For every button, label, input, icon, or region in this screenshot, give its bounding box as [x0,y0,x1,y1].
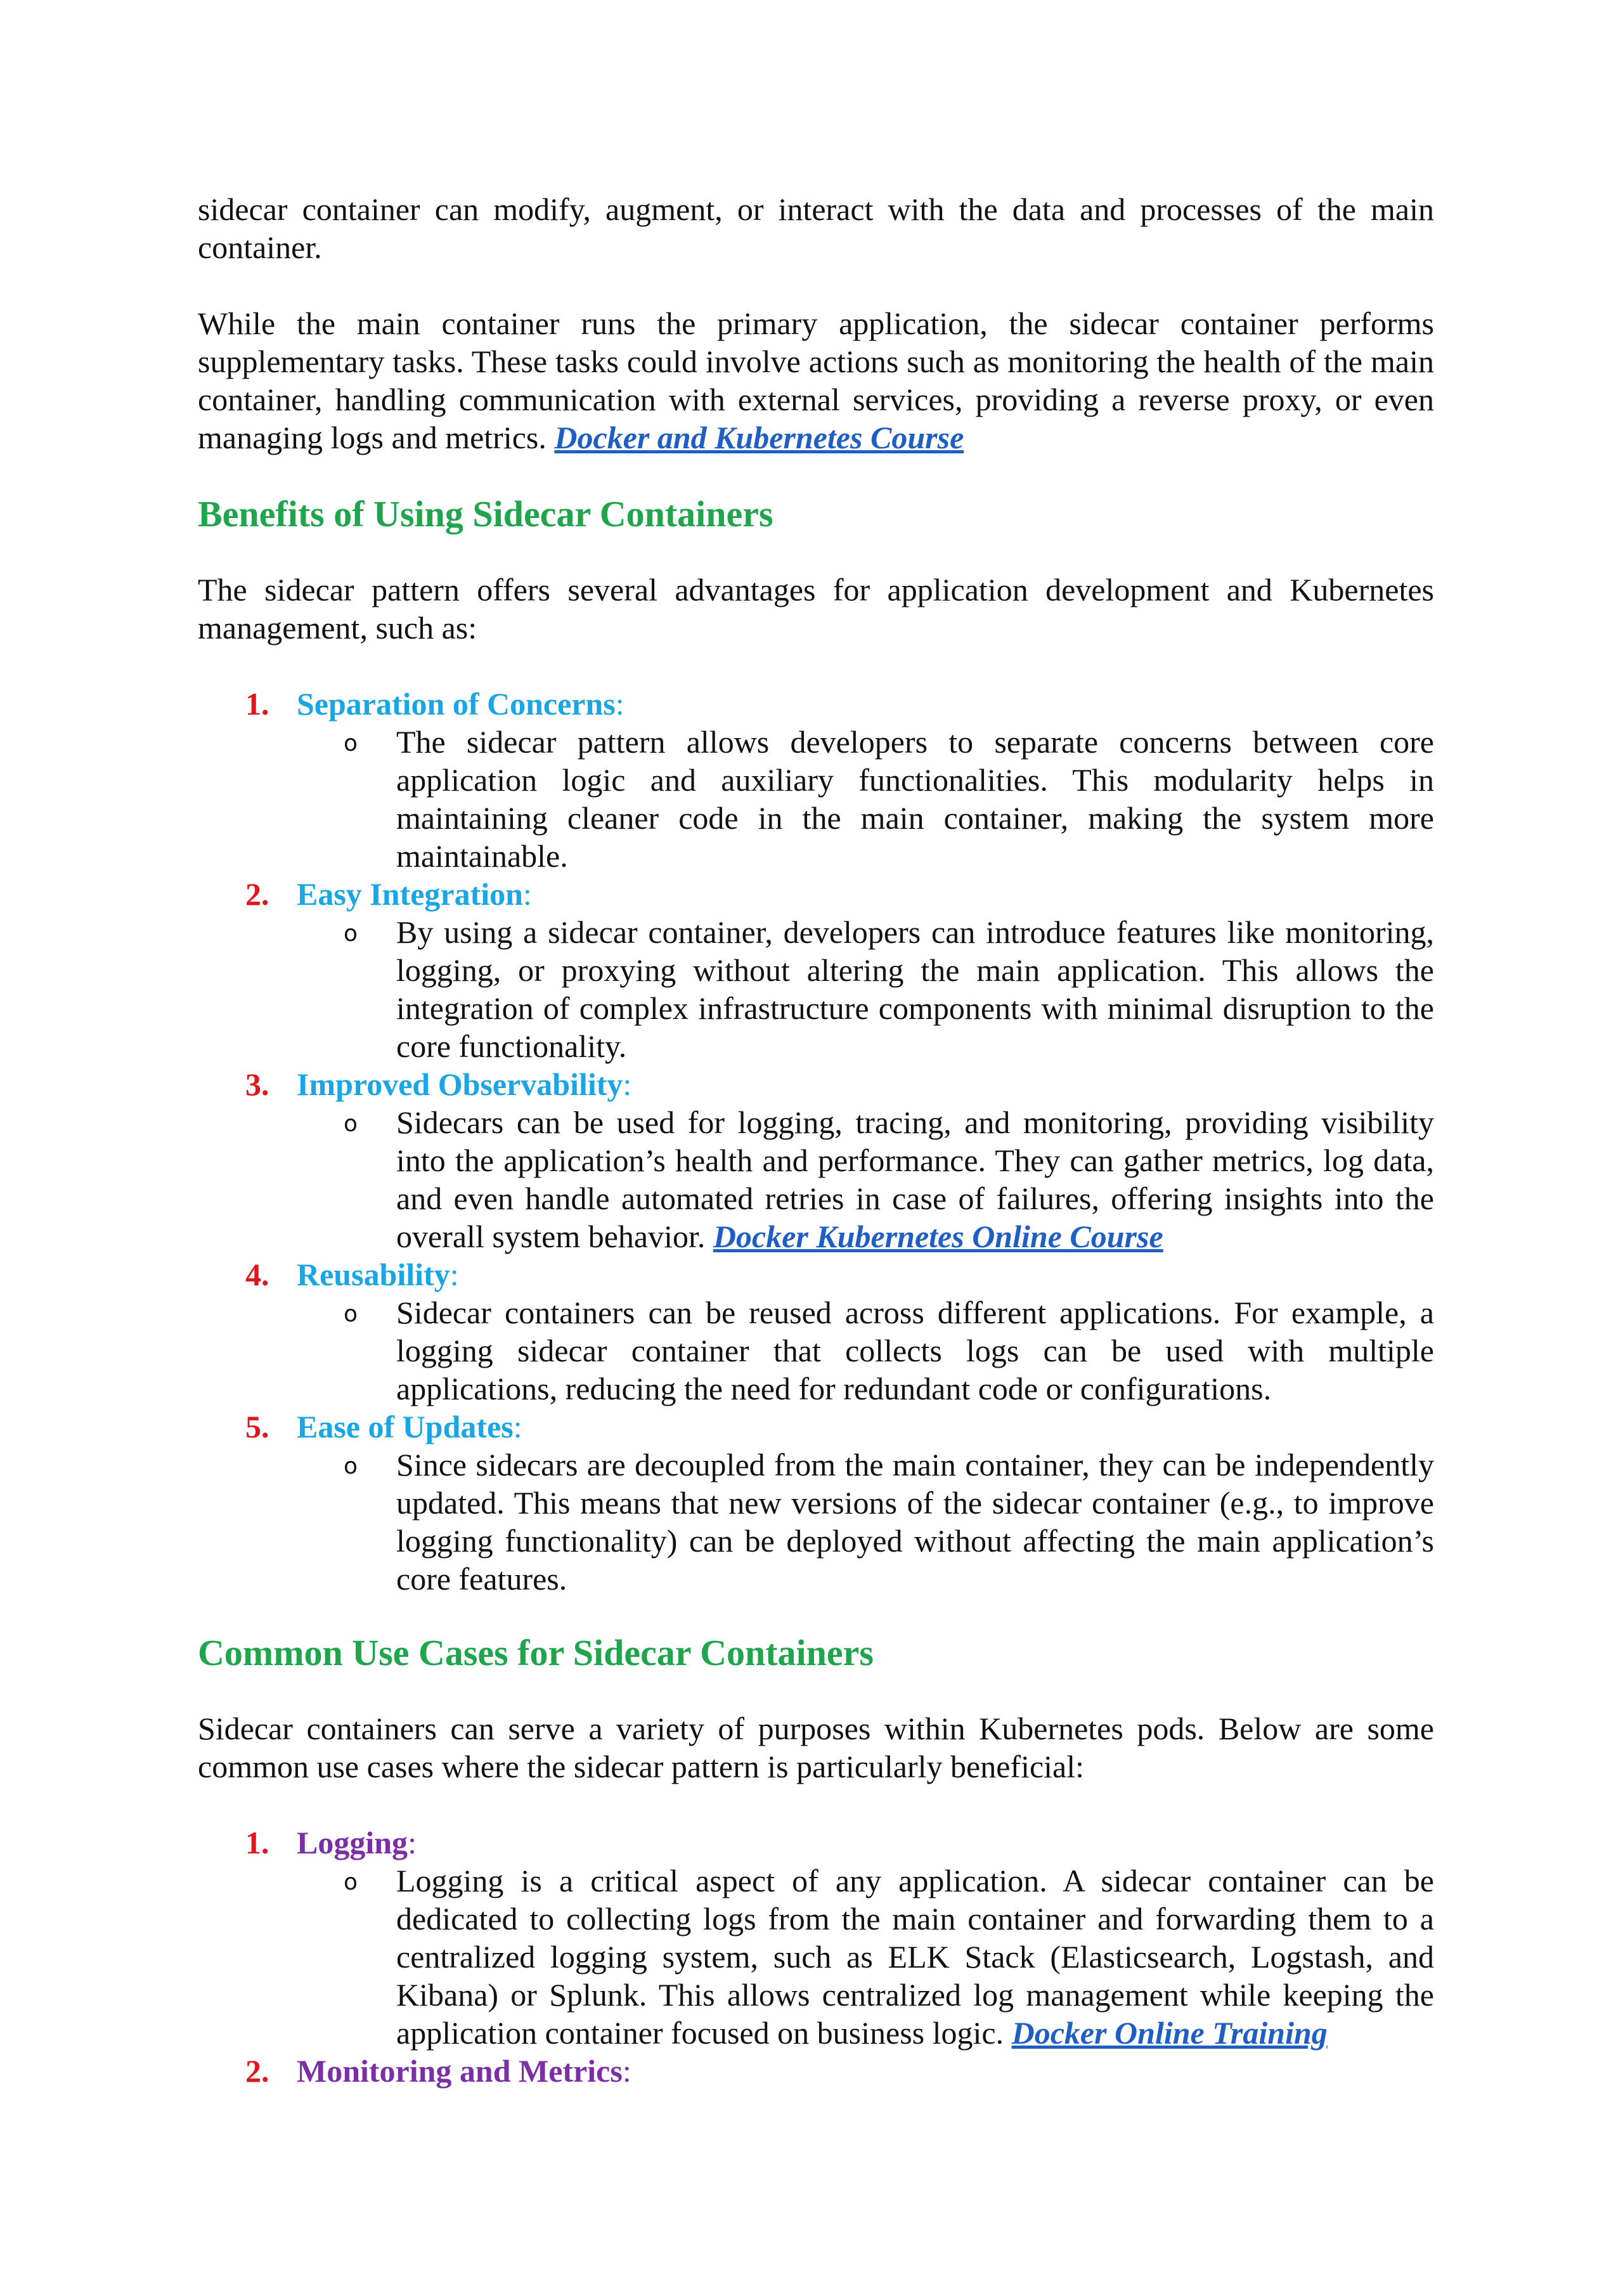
benefit-detail [297,723,1434,875]
hollow-bullet-icon: o [344,1111,358,1137]
list-number: 1. [245,1825,269,1860]
benefit-detail-text: By using a sidecar container, developers can introduce features like monitoring, logging, or proxying without altering the main application. This allows the integration of complex infrastructure components with minimal disruption to the core functionality. [396,914,1434,1064]
use-cases-list [198,1824,1434,2090]
benefit-title: Improved Observability [297,1067,623,1102]
benefits-heading: Benefits of Using Sidecar Containers [198,493,773,535]
list-number: 2. [245,876,269,912]
hollow-bullet-icon: o [344,1869,358,1895]
use-case-detail [297,1862,1434,2052]
benefit-detail [297,1103,1434,1255]
list-number: 4. [245,1257,269,1292]
title-colon: : [408,1825,417,1860]
benefit-title: Easy Integration [297,876,523,912]
use-case-title: Monitoring and Metrics [297,2053,623,2089]
hollow-bullet-icon: o [344,730,358,756]
docker-kubernetes-course-link[interactable]: Docker and Kubernetes Course [554,420,964,455]
use-case-item [198,1824,1434,2052]
benefit-detail [297,1446,1434,1598]
title-colon: : [615,686,624,722]
benefit-detail [297,913,1434,1065]
use-case-title: Logging [297,1825,408,1860]
benefit-item [198,685,1434,875]
list-number: 3. [245,1067,269,1102]
benefit-details [297,1103,1434,1255]
benefit-details [297,1294,1434,1408]
benefit-details [297,1446,1434,1598]
use-case-details [297,1862,1434,2052]
use-case-item [198,2052,1434,2090]
benefit-title: Reusability [297,1257,450,1292]
main-vs-sidecar-paragraph [198,304,1434,457]
title-colon: : [522,876,532,912]
benefit-item [198,875,1434,1065]
benefit-detail-text: The sidecar pattern allows developers to separate concerns between core application logic and auxiliary functionalities. This modularity helps in maintaining cleaner code in the main container, making the system more maintainable. [396,724,1434,874]
benefit-details [297,913,1434,1065]
title-colon: : [622,2053,631,2089]
benefits-intro: The sidecar pattern offers several advantages for application development and Kubernetes management, such as: [198,572,1434,645]
main-vs-sidecar-text: While the main container runs the primary application, the sidecar container performs supplementary tasks. These tasks could involve actions such as monitoring the health of the main container, handling communication with external services, providing a reverse proxy, or even managing logs and metrics. [198,306,1434,455]
use-cases-intro: Sidecar containers can serve a variety of purposes within Kubernetes pods. Below are some common use cases where the sidecar pattern is particularly beneficial: [198,1711,1434,1784]
list-number: 1. [245,686,269,722]
benefit-item [198,1255,1434,1408]
benefit-title: Separation of Concerns [297,686,616,722]
benefit-item [198,1065,1434,1255]
list-number: 2. [245,2053,269,2089]
continuation-paragraph: sidecar container can modify, augment, or interact with the data and processes of the main container. [198,191,1434,265]
title-colon: : [513,1409,522,1444]
use-case-detail-text: Logging is a critical aspect of any application. A sidecar container can be dedicated to collecting logs from the main container and forwarding them to a centralized logging system, such as ELK Stack (Elasticsearch, Logstash, and Kibana) or Splunk. This allows centralized log management while keeping the application container focused on business logic. [396,1863,1434,2051]
document-page [198,190,1434,2090]
benefit-item [198,1408,1434,1598]
list-number: 5. [245,1409,269,1444]
title-colon: : [449,1257,459,1292]
docker-online-training-link[interactable]: Docker Online Training [1011,2015,1328,2051]
benefit-detail [297,1294,1434,1408]
use-cases-heading: Common Use Cases for Sidecar Containers [198,1632,874,1673]
benefit-detail-text: Sidecar containers can be reused across different applications. For example, a logging sidecar container that collects logs can be used with multiple applications, reducing the need for redundant code or configurations. [396,1295,1434,1406]
benefits-list [198,685,1434,1598]
benefit-detail-text: Since sidecars are decoupled from the main container, they can be independently updated. This means that new versions of the sidecar container (e.g., to improve logging functionality) can be deployed without affecting the main application’s core features. [396,1447,1434,1597]
benefit-details [297,723,1434,875]
docker-kubernetes-online-course-link[interactable]: Docker Kubernetes Online Course [713,1219,1163,1254]
hollow-bullet-icon: o [344,1301,358,1327]
benefit-detail-text: Sidecars can be used for logging, tracing, and monitoring, providing visibility into the application’s health and performance. They can gather metrics, log data, and even handle automated retries in case of failures, offering insights into the overall system behavior. [396,1105,1434,1254]
benefit-title: Ease of Updates [297,1409,514,1444]
hollow-bullet-icon: o [344,921,358,947]
title-colon: : [623,1067,632,1102]
hollow-bullet-icon: o [344,1453,358,1479]
